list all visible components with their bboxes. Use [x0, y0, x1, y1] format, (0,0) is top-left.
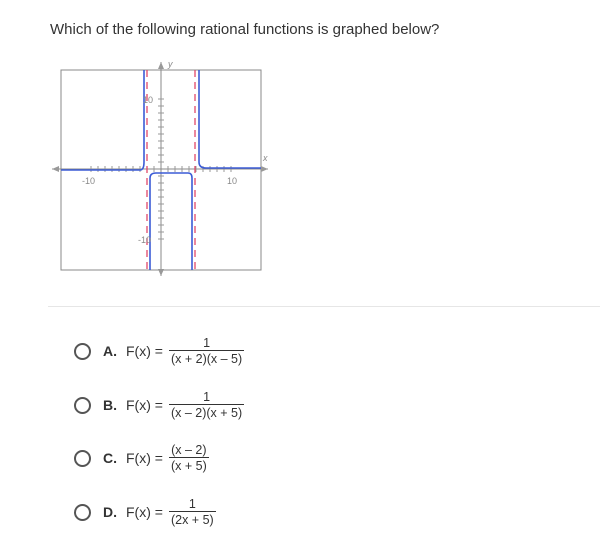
choice-letter: A. [103, 343, 117, 359]
radio-a[interactable] [74, 343, 91, 360]
fraction [169, 336, 244, 366]
curve-branch-left [61, 70, 144, 170]
radio-b[interactable] [74, 397, 91, 414]
denominator: (x + 5) [170, 459, 207, 473]
x-axis-arrow-left [52, 166, 59, 172]
choice-letter: C. [103, 450, 117, 466]
choice-d[interactable] [74, 492, 216, 532]
denominator: (2x + 5) [170, 513, 214, 527]
curve-branch-right [199, 70, 261, 168]
fraction [169, 443, 209, 473]
y-axis-label: y [168, 59, 173, 69]
choice-c[interactable] [74, 438, 209, 478]
tick-label-x-pos: 10 [227, 176, 238, 186]
denominator: (x – 2)(x + 5) [170, 406, 243, 420]
x-axis-arrow-right [261, 166, 268, 172]
fraction [169, 390, 244, 420]
choice-letter: B. [103, 397, 117, 413]
choice-letter: D. [103, 504, 117, 520]
tick-label-y-pos: 10 [143, 95, 154, 105]
numerator: 1 [203, 336, 211, 350]
numerator: 1 [188, 497, 196, 511]
radio-d[interactable] [74, 504, 91, 521]
tick-label-x-neg: -10 [82, 176, 96, 186]
radio-c[interactable] [74, 450, 91, 467]
section-divider [48, 306, 600, 307]
function-lhs: F(x) = [126, 343, 163, 359]
question-text: Which of the following rational functions is graphed below? [50, 21, 440, 38]
function-lhs: F(x) = [126, 397, 163, 413]
y-axis-arrow-bottom [158, 269, 164, 276]
numerator: (x – 2) [171, 443, 207, 457]
choice-a[interactable] [74, 331, 244, 371]
choice-b[interactable] [74, 385, 244, 425]
curve-branch-middle [150, 173, 192, 270]
denominator: (x + 2)(x – 5) [170, 352, 243, 366]
function-lhs: F(x) = [126, 504, 163, 520]
rational-function-graph [50, 58, 280, 278]
x-axis-label: x [263, 153, 268, 163]
y-axis-arrow-top [158, 62, 164, 69]
tick-label-y-neg: -10 [138, 235, 152, 245]
fraction [169, 497, 216, 527]
function-lhs: F(x) = [126, 450, 163, 466]
numerator: 1 [203, 390, 211, 404]
